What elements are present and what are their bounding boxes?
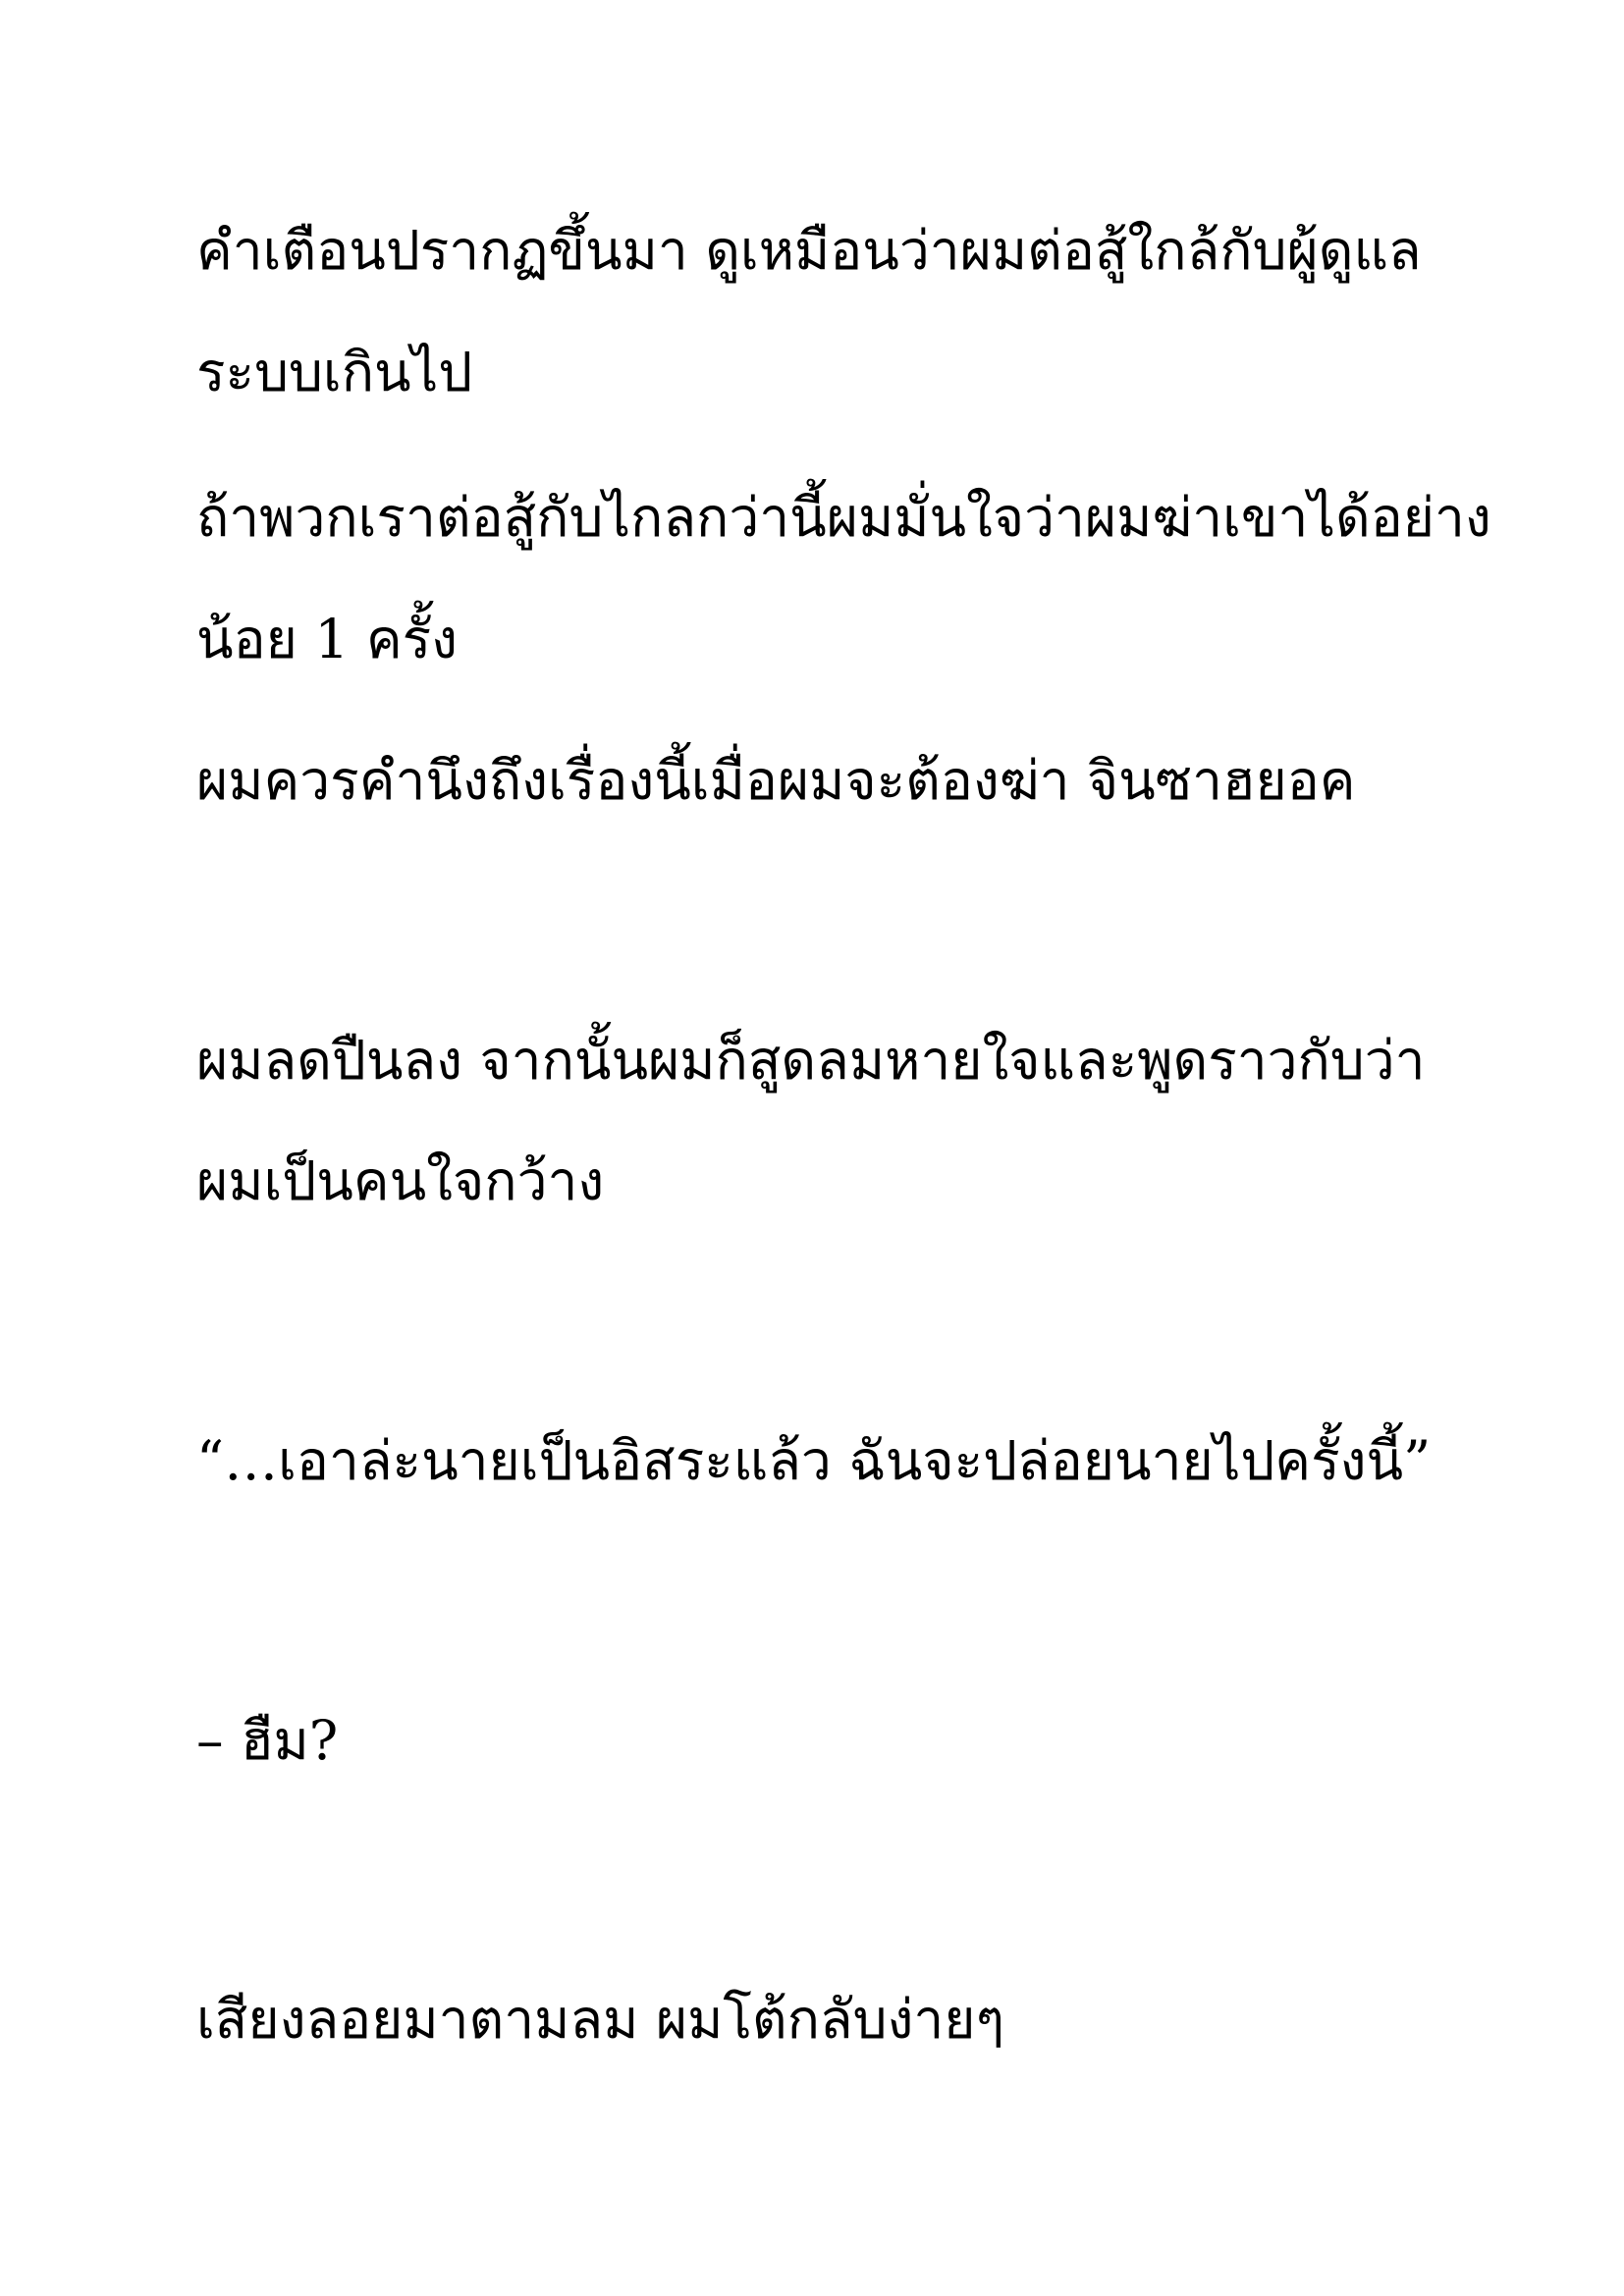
text-line: คำเตือนปรากฏขึ้นมา ดูเหมือนว่าผมต่อสู้ใกล้กับผู้ดูแล bbox=[196, 219, 1422, 282]
dialogue-line: – ฮืม? bbox=[196, 1709, 339, 1772]
text-line: น้อย 1 ครั้ง bbox=[196, 608, 459, 670]
text-line: ผมควรคำนึงถึงเรื่องนี้เมื่อผมจะต้องฆ่า จินซาฮยอค bbox=[196, 749, 1356, 812]
text-line: ผมลดปืนลง จากนั้นผมก็สูดลมหายใจและพูดราวกับว่า bbox=[196, 1029, 1426, 1092]
text-line: ผมเป็นคนใจกว้าง bbox=[196, 1149, 605, 1212]
text-line: ถ้าพวกเราต่อสู้กับไกลกว่านี้ผมมั่นใจว่าผมฆ่าเขาได้อย่าง bbox=[196, 486, 1491, 549]
text-line: ระบบเกินไป bbox=[196, 341, 473, 403]
text-line: เสียงลอยมาตามลม ผมโต้กลับง่ายๆ bbox=[196, 1988, 1005, 2051]
dialogue-line: “…เอาล่ะนายเป็นอิสระแล้ว ฉันจะปล่อยนายไปครั้งนี้” bbox=[196, 1429, 1432, 1492]
